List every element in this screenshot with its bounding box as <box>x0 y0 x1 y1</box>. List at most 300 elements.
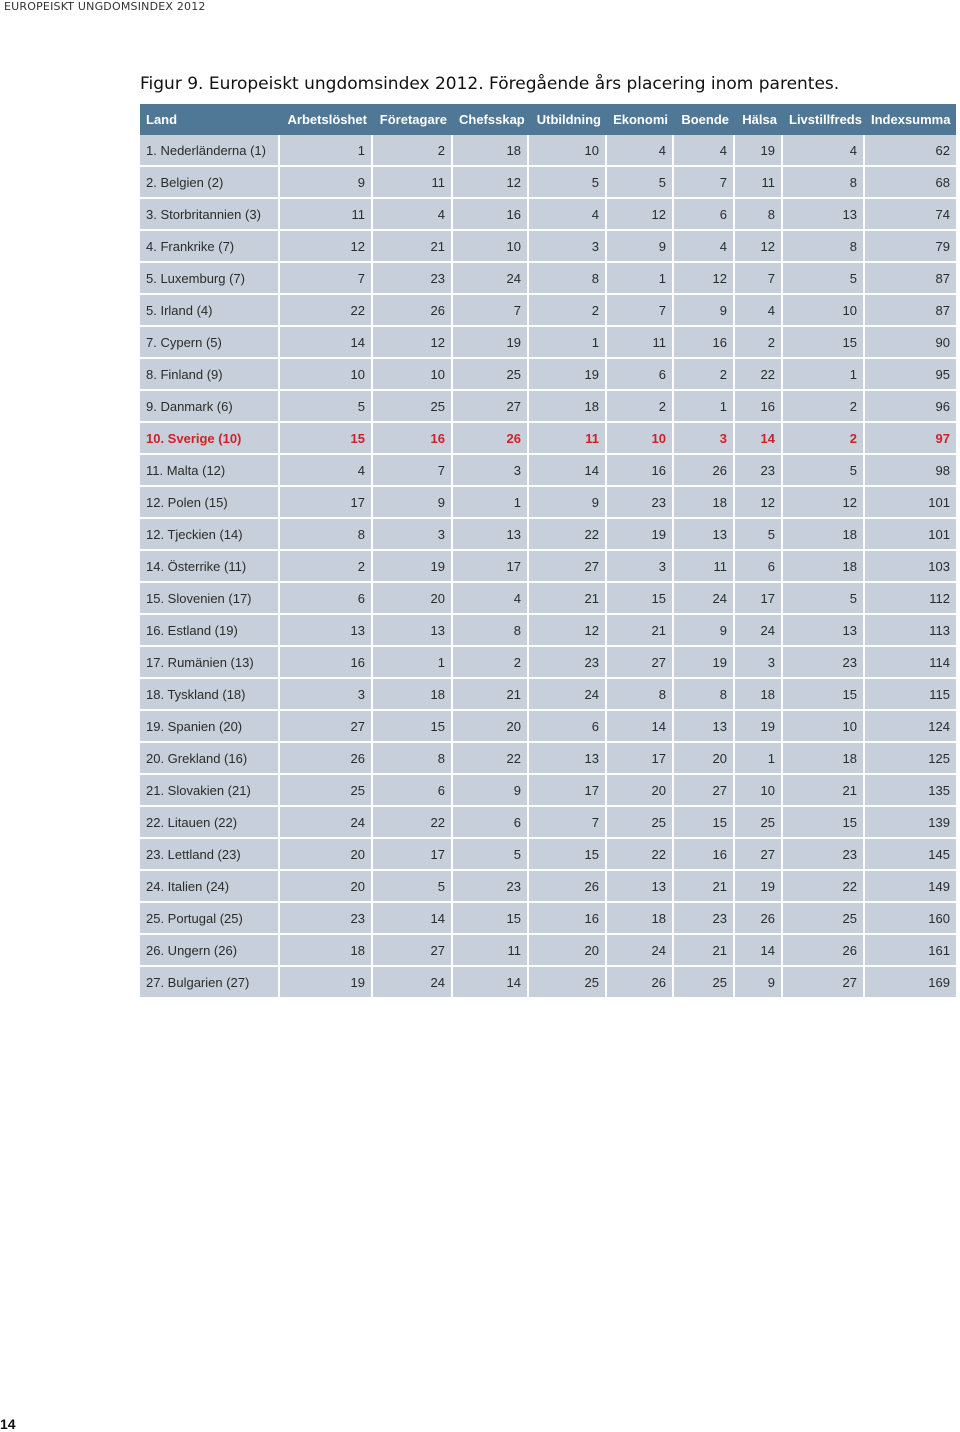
cell-indexsumma: 98 <box>865 455 956 487</box>
cell-livstillfreds: 2 <box>783 423 865 455</box>
cell-boende: 16 <box>674 327 735 359</box>
table-row <box>140 423 956 455</box>
table-row <box>140 839 956 871</box>
cell-chefsskap: 10 <box>453 231 529 263</box>
cell-land: 17. Rumänien (13) <box>140 647 280 679</box>
cell-utbildning: 17 <box>529 775 607 807</box>
figure-title: Figur 9. Europeiskt ungdomsindex 2012. Föregående års placering inom parentes. <box>140 74 840 94</box>
cell-ekonomi: 5 <box>607 167 674 199</box>
cell-chefsskap: 3 <box>453 455 529 487</box>
cell-arbetsloshet: 10 <box>280 359 373 391</box>
cell-arbetsloshet: 23 <box>280 903 373 935</box>
cell-indexsumma: 90 <box>865 327 956 359</box>
table-row <box>140 199 956 231</box>
cell-arbetsloshet: 20 <box>280 839 373 871</box>
cell-land: 2. Belgien (2) <box>140 167 280 199</box>
cell-chefsskap: 16 <box>453 199 529 231</box>
cell-arbetsloshet: 19 <box>280 967 373 999</box>
column-header-boende: Boende <box>674 104 735 135</box>
cell-utbildning: 20 <box>529 935 607 967</box>
cell-indexsumma: 74 <box>865 199 956 231</box>
cell-chefsskap: 22 <box>453 743 529 775</box>
cell-halsa: 12 <box>735 487 783 519</box>
cell-chefsskap: 6 <box>453 807 529 839</box>
cell-halsa: 11 <box>735 167 783 199</box>
table-row <box>140 615 956 647</box>
cell-ekonomi: 18 <box>607 903 674 935</box>
cell-foretagare: 26 <box>373 295 453 327</box>
cell-livstillfreds: 13 <box>783 199 865 231</box>
cell-ekonomi: 10 <box>607 423 674 455</box>
cell-utbildning: 7 <box>529 807 607 839</box>
cell-utbildning: 19 <box>529 359 607 391</box>
cell-utbildning: 21 <box>529 583 607 615</box>
cell-indexsumma: 95 <box>865 359 956 391</box>
cell-boende: 20 <box>674 743 735 775</box>
table-row <box>140 327 956 359</box>
cell-ekonomi: 21 <box>607 615 674 647</box>
column-header-land: Land <box>140 104 280 135</box>
cell-chefsskap: 7 <box>453 295 529 327</box>
cell-arbetsloshet: 12 <box>280 231 373 263</box>
cell-foretagare: 9 <box>373 487 453 519</box>
cell-foretagare: 17 <box>373 839 453 871</box>
cell-chefsskap: 12 <box>453 167 529 199</box>
cell-livstillfreds: 15 <box>783 679 865 711</box>
cell-indexsumma: 96 <box>865 391 956 423</box>
cell-land: 4. Frankrike (7) <box>140 231 280 263</box>
cell-ekonomi: 25 <box>607 807 674 839</box>
cell-chefsskap: 8 <box>453 615 529 647</box>
cell-indexsumma: 112 <box>865 583 956 615</box>
cell-chefsskap: 24 <box>453 263 529 295</box>
cell-utbildning: 10 <box>529 135 607 167</box>
table-row <box>140 967 956 999</box>
cell-livstillfreds: 2 <box>783 391 865 423</box>
cell-foretagare: 2 <box>373 135 453 167</box>
cell-halsa: 10 <box>735 775 783 807</box>
cell-chefsskap: 18 <box>453 135 529 167</box>
table-header-row <box>140 104 956 135</box>
cell-land: 27. Bulgarien (27) <box>140 967 280 999</box>
cell-land: 1. Nederländerna (1) <box>140 135 280 167</box>
cell-halsa: 5 <box>735 519 783 551</box>
cell-foretagare: 8 <box>373 743 453 775</box>
cell-land: 20. Grekland (16) <box>140 743 280 775</box>
cell-halsa: 19 <box>735 135 783 167</box>
cell-chefsskap: 20 <box>453 711 529 743</box>
cell-ekonomi: 8 <box>607 679 674 711</box>
cell-livstillfreds: 13 <box>783 615 865 647</box>
cell-indexsumma: 135 <box>865 775 956 807</box>
cell-foretagare: 10 <box>373 359 453 391</box>
cell-arbetsloshet: 26 <box>280 743 373 775</box>
cell-arbetsloshet: 27 <box>280 711 373 743</box>
column-header-arbetsloshet: Arbetslöshet <box>280 104 373 135</box>
cell-indexsumma: 87 <box>865 263 956 295</box>
table-row <box>140 807 956 839</box>
cell-foretagare: 27 <box>373 935 453 967</box>
cell-halsa: 8 <box>735 199 783 231</box>
cell-foretagare: 6 <box>373 775 453 807</box>
cell-indexsumma: 160 <box>865 903 956 935</box>
cell-arbetsloshet: 11 <box>280 199 373 231</box>
cell-boende: 21 <box>674 935 735 967</box>
cell-boende: 13 <box>674 519 735 551</box>
cell-indexsumma: 103 <box>865 551 956 583</box>
table-row <box>140 711 956 743</box>
cell-ekonomi: 16 <box>607 455 674 487</box>
cell-chefsskap: 19 <box>453 327 529 359</box>
cell-chefsskap: 23 <box>453 871 529 903</box>
table-body <box>140 135 956 999</box>
cell-ekonomi: 20 <box>607 775 674 807</box>
cell-chefsskap: 25 <box>453 359 529 391</box>
table-row <box>140 583 956 615</box>
cell-arbetsloshet: 9 <box>280 167 373 199</box>
cell-utbildning: 24 <box>529 679 607 711</box>
cell-chefsskap: 4 <box>453 583 529 615</box>
cell-livstillfreds: 22 <box>783 871 865 903</box>
cell-halsa: 9 <box>735 967 783 999</box>
cell-utbildning: 1 <box>529 327 607 359</box>
cell-halsa: 14 <box>735 935 783 967</box>
cell-halsa: 18 <box>735 679 783 711</box>
cell-indexsumma: 149 <box>865 871 956 903</box>
cell-indexsumma: 68 <box>865 167 956 199</box>
cell-utbildning: 6 <box>529 711 607 743</box>
cell-boende: 24 <box>674 583 735 615</box>
cell-livstillfreds: 25 <box>783 903 865 935</box>
cell-utbildning: 15 <box>529 839 607 871</box>
table-row <box>140 295 956 327</box>
cell-boende: 13 <box>674 711 735 743</box>
cell-arbetsloshet: 2 <box>280 551 373 583</box>
cell-boende: 19 <box>674 647 735 679</box>
cell-land: 12. Polen (15) <box>140 487 280 519</box>
cell-boende: 4 <box>674 231 735 263</box>
cell-foretagare: 12 <box>373 327 453 359</box>
cell-foretagare: 18 <box>373 679 453 711</box>
cell-arbetsloshet: 14 <box>280 327 373 359</box>
cell-arbetsloshet: 15 <box>280 423 373 455</box>
cell-chefsskap: 26 <box>453 423 529 455</box>
cell-foretagare: 13 <box>373 615 453 647</box>
cell-land: 8. Finland (9) <box>140 359 280 391</box>
table-row <box>140 743 956 775</box>
cell-foretagare: 21 <box>373 231 453 263</box>
cell-indexsumma: 87 <box>865 295 956 327</box>
cell-boende: 21 <box>674 871 735 903</box>
cell-indexsumma: 97 <box>865 423 956 455</box>
cell-livstillfreds: 23 <box>783 839 865 871</box>
cell-foretagare: 7 <box>373 455 453 487</box>
cell-land: 3. Storbritannien (3) <box>140 199 280 231</box>
cell-ekonomi: 1 <box>607 263 674 295</box>
cell-ekonomi: 11 <box>607 327 674 359</box>
cell-foretagare: 25 <box>373 391 453 423</box>
cell-land: 18. Tyskland (18) <box>140 679 280 711</box>
cell-boende: 6 <box>674 199 735 231</box>
column-header-livstillfreds: Livstillfreds <box>783 104 865 135</box>
cell-livstillfreds: 4 <box>783 135 865 167</box>
cell-land: 14. Österrike (11) <box>140 551 280 583</box>
table-row <box>140 679 956 711</box>
cell-boende: 9 <box>674 615 735 647</box>
cell-land: 7. Cypern (5) <box>140 327 280 359</box>
cell-utbildning: 18 <box>529 391 607 423</box>
cell-livstillfreds: 5 <box>783 583 865 615</box>
cell-land: 19. Spanien (20) <box>140 711 280 743</box>
cell-ekonomi: 19 <box>607 519 674 551</box>
cell-halsa: 19 <box>735 871 783 903</box>
cell-land: 26. Ungern (26) <box>140 935 280 967</box>
cell-boende: 11 <box>674 551 735 583</box>
cell-foretagare: 19 <box>373 551 453 583</box>
cell-arbetsloshet: 7 <box>280 263 373 295</box>
cell-livstillfreds: 21 <box>783 775 865 807</box>
cell-arbetsloshet: 13 <box>280 615 373 647</box>
cell-ekonomi: 24 <box>607 935 674 967</box>
cell-arbetsloshet: 3 <box>280 679 373 711</box>
cell-foretagare: 16 <box>373 423 453 455</box>
table-row <box>140 359 956 391</box>
cell-indexsumma: 161 <box>865 935 956 967</box>
cell-land: 10. Sverige (10) <box>140 423 280 455</box>
cell-ekonomi: 7 <box>607 295 674 327</box>
cell-halsa: 14 <box>735 423 783 455</box>
cell-utbildning: 11 <box>529 423 607 455</box>
cell-livstillfreds: 8 <box>783 231 865 263</box>
cell-arbetsloshet: 17 <box>280 487 373 519</box>
cell-ekonomi: 23 <box>607 487 674 519</box>
cell-ekonomi: 4 <box>607 135 674 167</box>
cell-land: 9. Danmark (6) <box>140 391 280 423</box>
table-row <box>140 167 956 199</box>
cell-chefsskap: 15 <box>453 903 529 935</box>
cell-ekonomi: 17 <box>607 743 674 775</box>
cell-indexsumma: 114 <box>865 647 956 679</box>
column-header-chefsskap: Chefsskap <box>453 104 529 135</box>
cell-utbildning: 2 <box>529 295 607 327</box>
cell-halsa: 1 <box>735 743 783 775</box>
cell-foretagare: 3 <box>373 519 453 551</box>
cell-chefsskap: 11 <box>453 935 529 967</box>
cell-foretagare: 24 <box>373 967 453 999</box>
table-row <box>140 487 956 519</box>
cell-ekonomi: 12 <box>607 199 674 231</box>
cell-halsa: 17 <box>735 583 783 615</box>
cell-indexsumma: 125 <box>865 743 956 775</box>
cell-livstillfreds: 27 <box>783 967 865 999</box>
cell-indexsumma: 113 <box>865 615 956 647</box>
cell-utbildning: 22 <box>529 519 607 551</box>
cell-ekonomi: 3 <box>607 551 674 583</box>
cell-arbetsloshet: 5 <box>280 391 373 423</box>
cell-ekonomi: 14 <box>607 711 674 743</box>
table-row <box>140 903 956 935</box>
cell-arbetsloshet: 16 <box>280 647 373 679</box>
cell-livstillfreds: 18 <box>783 519 865 551</box>
cell-arbetsloshet: 1 <box>280 135 373 167</box>
cell-utbildning: 16 <box>529 903 607 935</box>
cell-chefsskap: 13 <box>453 519 529 551</box>
cell-foretagare: 11 <box>373 167 453 199</box>
table-row <box>140 455 956 487</box>
cell-indexsumma: 145 <box>865 839 956 871</box>
cell-arbetsloshet: 24 <box>280 807 373 839</box>
cell-indexsumma: 62 <box>865 135 956 167</box>
cell-boende: 4 <box>674 135 735 167</box>
cell-livstillfreds: 23 <box>783 647 865 679</box>
cell-boende: 7 <box>674 167 735 199</box>
cell-livstillfreds: 18 <box>783 743 865 775</box>
page-number: 14 <box>0 1416 16 1432</box>
cell-livstillfreds: 10 <box>783 295 865 327</box>
column-header-halsa: Hälsa <box>735 104 783 135</box>
ranking-table-container <box>140 104 956 999</box>
cell-boende: 18 <box>674 487 735 519</box>
cell-foretagare: 22 <box>373 807 453 839</box>
cell-utbildning: 4 <box>529 199 607 231</box>
table-row <box>140 935 956 967</box>
cell-arbetsloshet: 25 <box>280 775 373 807</box>
cell-land: 5. Irland (4) <box>140 295 280 327</box>
column-header-utbildning: Utbildning <box>529 104 607 135</box>
ranking-table <box>140 104 956 999</box>
cell-foretagare: 20 <box>373 583 453 615</box>
cell-foretagare: 1 <box>373 647 453 679</box>
cell-indexsumma: 79 <box>865 231 956 263</box>
cell-utbildning: 23 <box>529 647 607 679</box>
cell-utbildning: 12 <box>529 615 607 647</box>
cell-ekonomi: 22 <box>607 839 674 871</box>
cell-boende: 12 <box>674 263 735 295</box>
cell-halsa: 2 <box>735 327 783 359</box>
cell-indexsumma: 124 <box>865 711 956 743</box>
cell-livstillfreds: 8 <box>783 167 865 199</box>
cell-utbildning: 5 <box>529 167 607 199</box>
cell-ekonomi: 26 <box>607 967 674 999</box>
cell-boende: 25 <box>674 967 735 999</box>
cell-ekonomi: 9 <box>607 231 674 263</box>
cell-halsa: 23 <box>735 455 783 487</box>
cell-arbetsloshet: 22 <box>280 295 373 327</box>
cell-livstillfreds: 10 <box>783 711 865 743</box>
cell-boende: 16 <box>674 839 735 871</box>
cell-utbildning: 27 <box>529 551 607 583</box>
cell-boende: 27 <box>674 775 735 807</box>
cell-boende: 23 <box>674 903 735 935</box>
cell-livstillfreds: 1 <box>783 359 865 391</box>
cell-chefsskap: 17 <box>453 551 529 583</box>
cell-utbildning: 9 <box>529 487 607 519</box>
cell-ekonomi: 27 <box>607 647 674 679</box>
cell-indexsumma: 139 <box>865 807 956 839</box>
cell-chefsskap: 27 <box>453 391 529 423</box>
cell-livstillfreds: 15 <box>783 327 865 359</box>
cell-utbildning: 3 <box>529 231 607 263</box>
cell-chefsskap: 14 <box>453 967 529 999</box>
cell-livstillfreds: 18 <box>783 551 865 583</box>
cell-land: 12. Tjeckien (14) <box>140 519 280 551</box>
cell-chefsskap: 9 <box>453 775 529 807</box>
table-row <box>140 775 956 807</box>
cell-land: 25. Portugal (25) <box>140 903 280 935</box>
cell-livstillfreds: 26 <box>783 935 865 967</box>
cell-utbildning: 8 <box>529 263 607 295</box>
cell-land: 22. Litauen (22) <box>140 807 280 839</box>
cell-land: 21. Slovakien (21) <box>140 775 280 807</box>
cell-halsa: 16 <box>735 391 783 423</box>
cell-chefsskap: 1 <box>453 487 529 519</box>
table-row <box>140 551 956 583</box>
cell-indexsumma: 115 <box>865 679 956 711</box>
cell-land: 24. Italien (24) <box>140 871 280 903</box>
cell-halsa: 19 <box>735 711 783 743</box>
cell-boende: 15 <box>674 807 735 839</box>
cell-livstillfreds: 12 <box>783 487 865 519</box>
cell-livstillfreds: 15 <box>783 807 865 839</box>
cell-arbetsloshet: 8 <box>280 519 373 551</box>
cell-halsa: 7 <box>735 263 783 295</box>
table-row <box>140 135 956 167</box>
cell-foretagare: 14 <box>373 903 453 935</box>
cell-arbetsloshet: 4 <box>280 455 373 487</box>
cell-halsa: 26 <box>735 903 783 935</box>
cell-ekonomi: 6 <box>607 359 674 391</box>
cell-chefsskap: 21 <box>453 679 529 711</box>
cell-halsa: 25 <box>735 807 783 839</box>
cell-foretagare: 5 <box>373 871 453 903</box>
cell-arbetsloshet: 20 <box>280 871 373 903</box>
cell-ekonomi: 15 <box>607 583 674 615</box>
cell-halsa: 12 <box>735 231 783 263</box>
cell-arbetsloshet: 6 <box>280 583 373 615</box>
column-header-indexsumma: Indexsumma <box>865 104 956 135</box>
cell-foretagare: 23 <box>373 263 453 295</box>
cell-boende: 3 <box>674 423 735 455</box>
cell-utbildning: 26 <box>529 871 607 903</box>
cell-halsa: 4 <box>735 295 783 327</box>
running-header: EUROPEISKT UNGDOMSINDEX 2012 <box>4 0 206 13</box>
cell-halsa: 3 <box>735 647 783 679</box>
table-row <box>140 871 956 903</box>
cell-halsa: 27 <box>735 839 783 871</box>
cell-foretagare: 15 <box>373 711 453 743</box>
cell-boende: 26 <box>674 455 735 487</box>
cell-utbildning: 25 <box>529 967 607 999</box>
cell-ekonomi: 13 <box>607 871 674 903</box>
column-header-foretagare: Företagare <box>373 104 453 135</box>
cell-land: 15. Slovenien (17) <box>140 583 280 615</box>
cell-utbildning: 13 <box>529 743 607 775</box>
cell-chefsskap: 5 <box>453 839 529 871</box>
cell-halsa: 6 <box>735 551 783 583</box>
cell-halsa: 24 <box>735 615 783 647</box>
cell-boende: 8 <box>674 679 735 711</box>
cell-livstillfreds: 5 <box>783 263 865 295</box>
column-header-ekonomi: Ekonomi <box>607 104 674 135</box>
table-row <box>140 263 956 295</box>
cell-indexsumma: 101 <box>865 487 956 519</box>
table-row <box>140 519 956 551</box>
cell-land: 5. Luxemburg (7) <box>140 263 280 295</box>
cell-utbildning: 14 <box>529 455 607 487</box>
cell-foretagare: 4 <box>373 199 453 231</box>
cell-chefsskap: 2 <box>453 647 529 679</box>
cell-land: 23. Lettland (23) <box>140 839 280 871</box>
